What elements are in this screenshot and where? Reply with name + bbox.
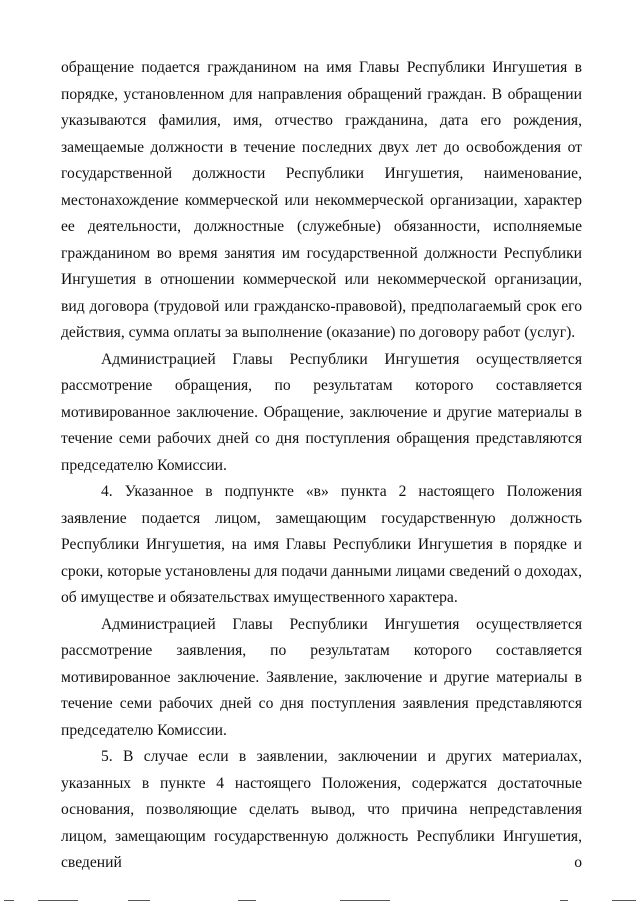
scan-edge-marks [0, 893, 640, 905]
paragraph-appeal-details: обращение подается гражданином на имя Главы Республики Ингушетия в порядке, установленном для направления обращений граждан. В обращении указываются фамилия, имя, отчество гражданина, дата его рождения, замещаемые должности в течение последних двух лет до освобождения от государственной должности Республики Ингушетия, наименование, местонахождение коммерческой или некоммерческой организации, характер ее деятельности, должностные (служебные) обязанности, исполняемые гражданином во время занятия им государственной должности Республики Ингушетия в отношении коммерческой или некоммерческой организации, вид договора (трудовой или гражданско-правовой), предполагаемый срок его действия, сумма оплаты за выполнение (оказание) по договору работ (услуг). [61, 59, 582, 341]
paragraph-item-4: 4. Указанное в подпункте «в» пункта 2 настоящего Положения заявление подается лицом, замещающим государственную должность Республики Ингушетия, на имя Главы Республики Ингушетия в порядке и сроки, которые установлены для подачи данными лицами сведений о доходах, об имуществе и обязательствах имущественного характера. [61, 483, 582, 606]
document-page [61, 55, 582, 877]
paragraph-item-5: 5. В случае если в заявлении, заключении и других материалах, указанных в пункте 4 настоящего Положения, содержатся достаточные основания, позволяющие сделать вывод, что причина непредставления лицом, замещающим государственную должность Республики Ингушетия, сведений о [61, 748, 582, 871]
paragraph-appeal-review: Администрацией Главы Республики Ингушетия осуществляется рассмотрение обращения, по результатам которого составляется мотивированное заключение. Обращение, заключение и другие материалы в течение семи рабочих дней со дня поступления обращения представляются председателю Комиссии. [61, 350, 582, 474]
paragraph-statement-review: Администрацией Главы Республики Ингушетия осуществляется рассмотрение заявления, по результатам которого составляется мотивированное заключение. Заявление, заключение и другие материалы в течение семи рабочих дней со дня поступления заявления представляются председателю Комиссии. [61, 615, 582, 739]
